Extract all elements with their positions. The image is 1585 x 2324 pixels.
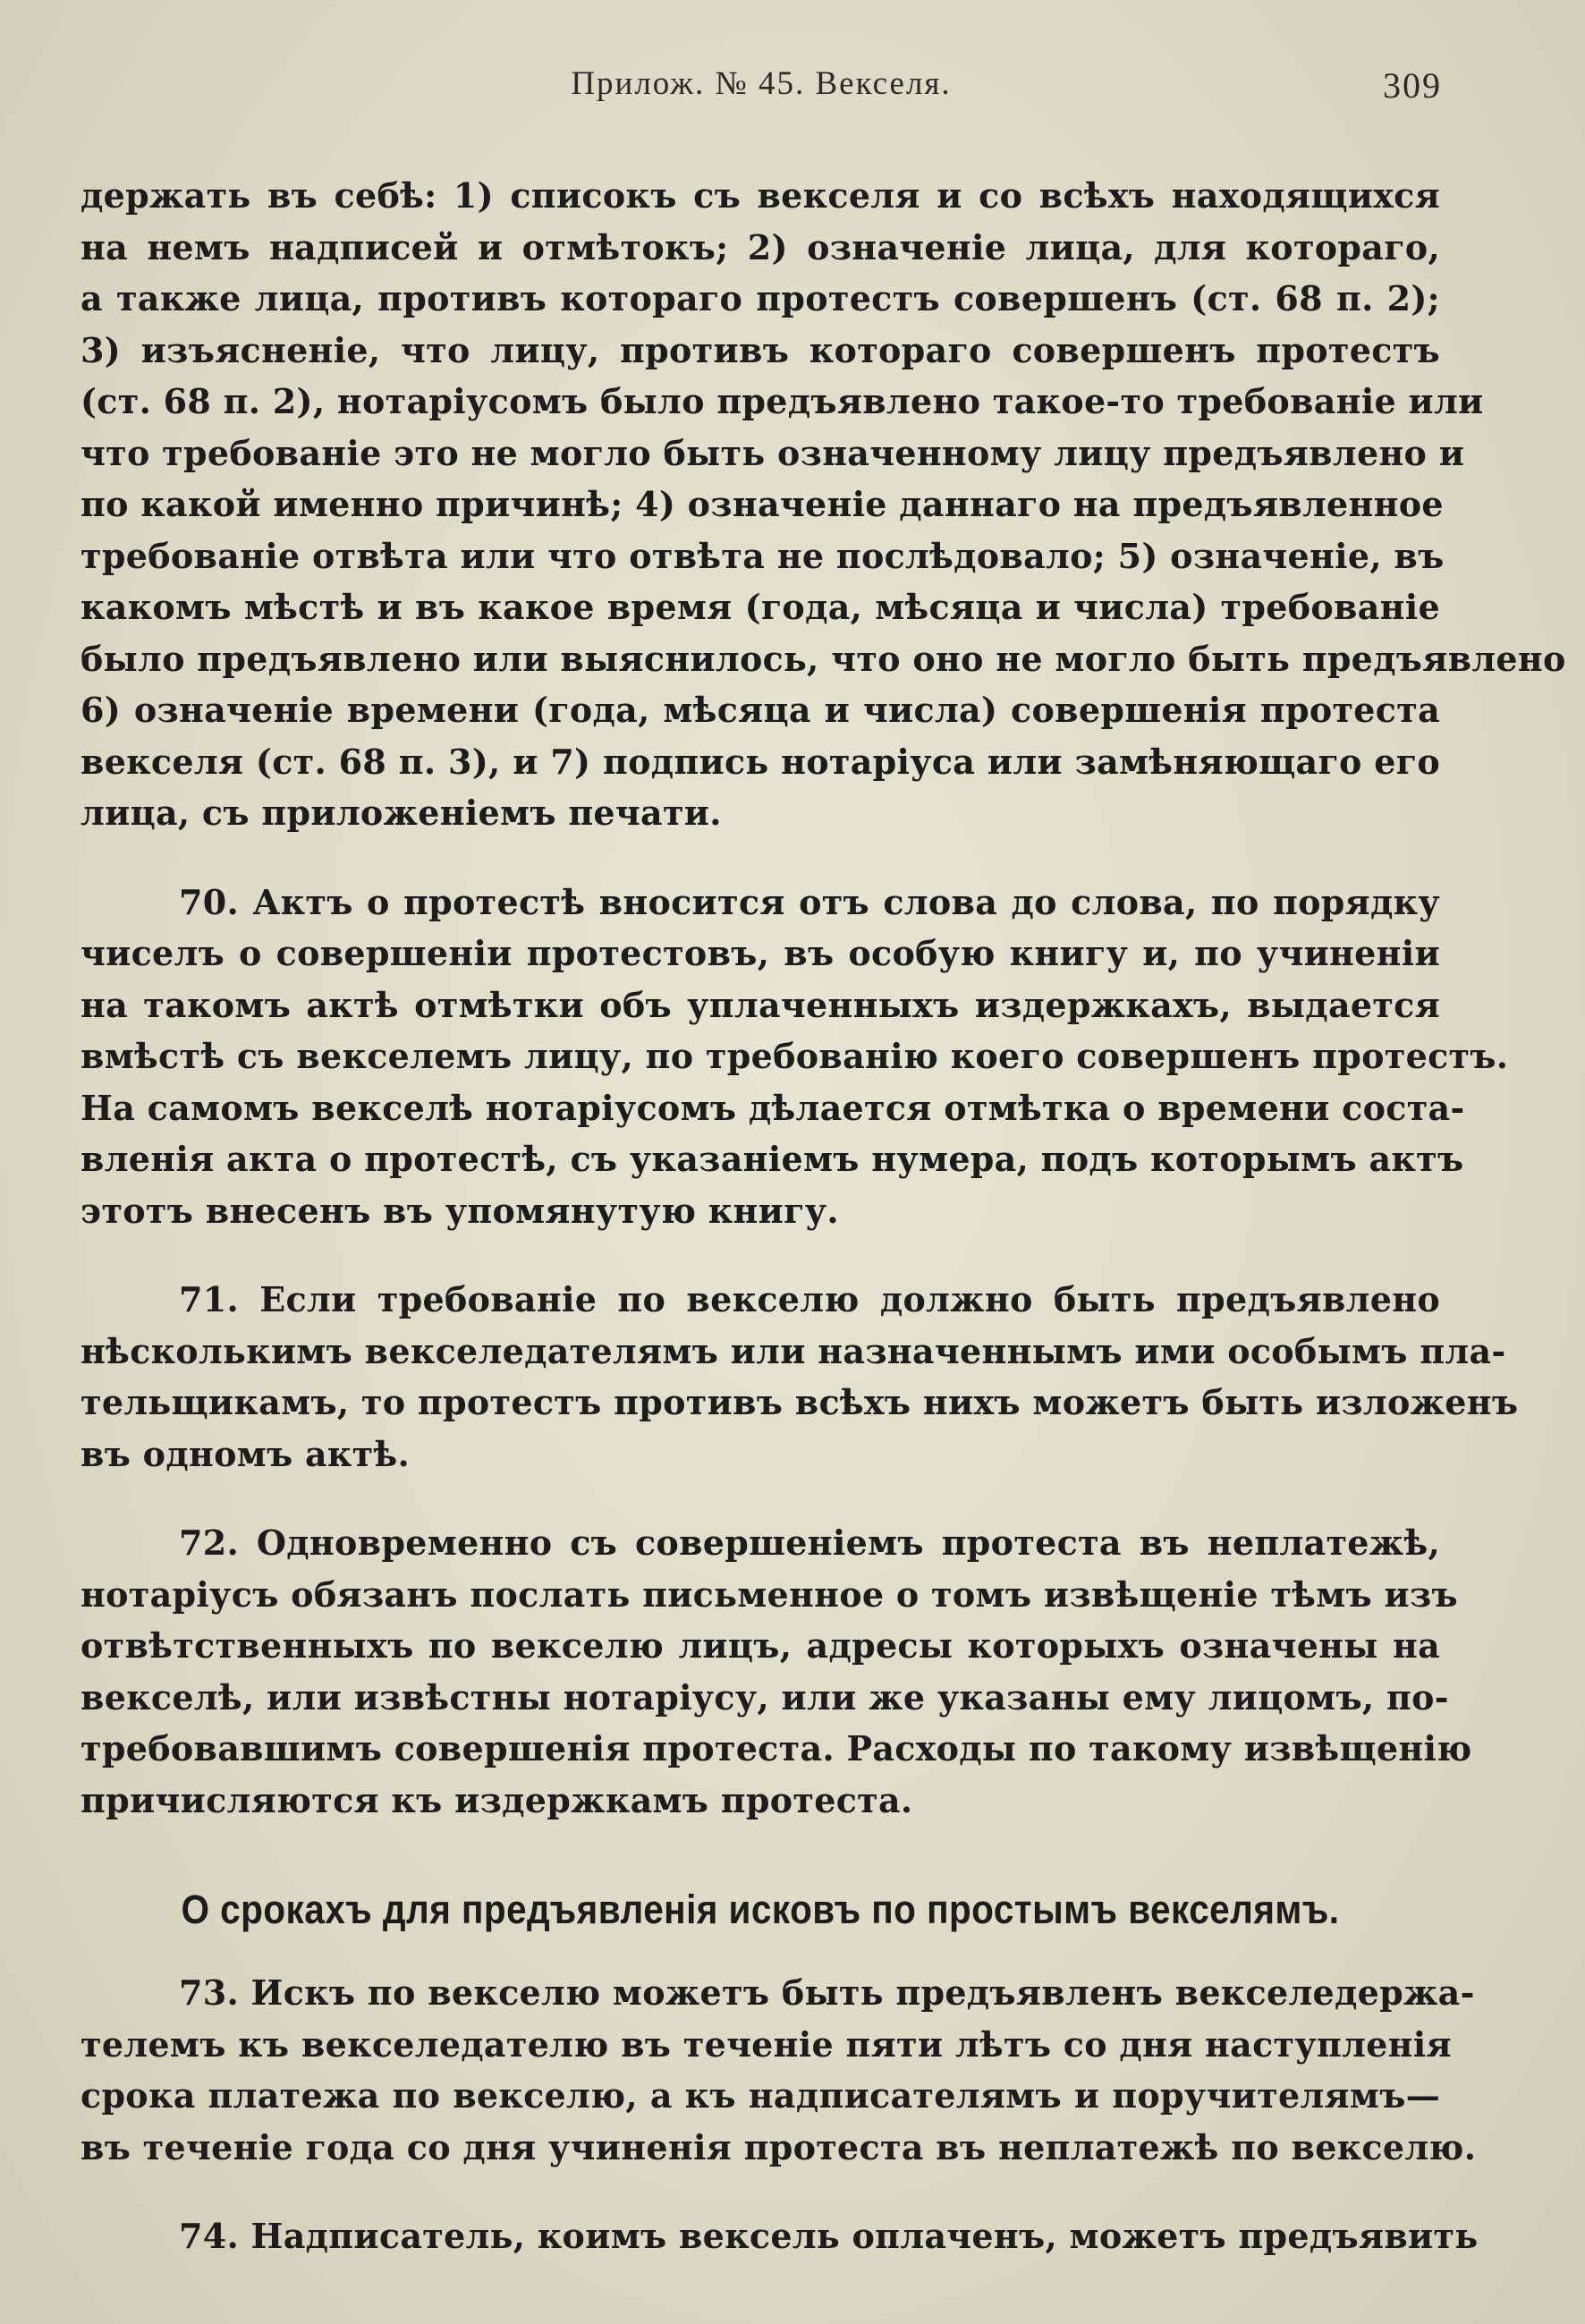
text-line: 3) изъясненіе, что лицу, противъ котораго совершенъ протестъ <box>81 329 1440 370</box>
text-line: чиселъ о совершеніи протестовъ, въ особую книгу и, по учиненіи <box>81 933 1440 973</box>
text-line: (ст. 68 п. 2), нотаріусомъ было предъявлено такое-то требованіе или <box>81 381 1484 421</box>
text-line: вленія акта о протестѣ, съ указаніемъ нумера, подъ которымъ актъ <box>81 1139 1464 1179</box>
paragraph-70 <box>81 877 1509 1237</box>
text-line: 72. Одновременно съ совершеніемъ протеста въ неплатежѣ, <box>179 1522 1440 1563</box>
text-line: на такомъ актѣ отмѣтки объ уплаченныхъ издержкахъ, выдается <box>81 984 1440 1025</box>
text-line: нѣсколькимъ векселедателямъ или назначеннымъ ими особымъ пла- <box>81 1330 1506 1371</box>
text-line: вмѣстѣ съ векселемъ лицу, по требованію коего совершенъ протестъ. <box>81 1036 1509 1076</box>
text-line: а также лица, противъ котораго протестъ совершенъ (ст. 68 п. 2); <box>81 278 1440 318</box>
text-line: На самомъ векселѣ нотаріусомъ дѣлается отмѣтка о времени соста- <box>81 1087 1465 1128</box>
text-line: на немъ надписей и отмѣтокъ; 2) означеніе лица, для котораго, <box>81 226 1440 267</box>
text-line: векселѣ, или извѣстны нотаріусу, или же указаны ему лицомъ, по- <box>81 1676 1449 1718</box>
paragraph-72 <box>81 1517 1472 1826</box>
section-heading: О срокахъ для предъявленія исковъ по простымъ векселямъ. <box>181 1887 1340 1932</box>
text-line: требовавшимъ совершенія протеста. Расходы по такому извѣщенію <box>81 1728 1472 1768</box>
text-line: отвѣтственныхъ по векселю лицъ, адресы которыхъ означены на <box>81 1625 1440 1666</box>
text-line: въ теченіе года со дня учиненія протеста въ неплатежѣ по векселю. <box>81 2126 1477 2167</box>
text-line: по какой именно причинѣ; 4) означеніе даннаго на предъявленное <box>81 484 1444 524</box>
paragraph-69-continuation <box>81 170 1566 839</box>
running-header <box>81 64 1442 118</box>
paragraph-74 <box>81 2210 1479 2262</box>
text-line: 73. Искъ по векселю можетъ быть предъявленъ векселедержа- <box>179 1972 1475 2013</box>
text-line: 74. Надписатель, коимъ вексель оплаченъ, можетъ предъявить <box>179 2216 1479 2256</box>
text-line: срока платежа по векселю, а къ надписателямъ и поручителямъ— <box>81 2075 1440 2116</box>
text-line: тельщикамъ, то протестъ противъ всѣхъ нихъ можетъ быть изложенъ <box>81 1382 1519 1422</box>
running-title: Прилож. № 45. Векселя. <box>571 65 952 102</box>
text-line: требованіе отвѣта или что отвѣта не послѣдовало; 5) означеніе, въ <box>81 535 1445 576</box>
text-line: въ одномъ актѣ. <box>81 1433 411 1474</box>
text-line: держать въ себѣ: 1) списокъ съ векселя и со всѣхъ находящихся <box>81 175 1440 216</box>
text-line: телемъ къ векселедателю въ теченіе пяти лѣтъ со дня наступленія <box>81 2023 1452 2065</box>
text-line: 71. Если требованіе по векселю должно быть предъявлено <box>179 1279 1440 1319</box>
text-line: причисляются къ издержкамъ протеста. <box>81 1779 913 1820</box>
text-line: что требованіе это не могло быть означенному лицу предъявлено и <box>81 432 1465 473</box>
text-line: лица, съ приложеніемъ печати. <box>81 793 722 833</box>
text-line: нотаріусъ обязанъ послать письменное о томъ извѣщеніе тѣмъ изъ <box>81 1573 1458 1615</box>
text-line: 6) означеніе времени (года, мѣсяца и числа) совершенія протеста <box>81 690 1440 730</box>
text-line: 70. Актъ о протестѣ вносится отъ слова до слова, по порядку <box>179 881 1440 922</box>
paragraph-71 <box>81 1274 1519 1480</box>
text-line: векселя (ст. 68 п. 3), и 7) подпись нотаріуса или замѣняющаго его <box>81 741 1440 782</box>
text-line: этотъ внесенъ въ упомянутую книгу. <box>81 1190 839 1231</box>
text-line: какомъ мѣстѣ и въ какое время (года, мѣсяца и числа) требованіе <box>81 587 1440 627</box>
text-line: было предъявлено или выяснилось, что оно не могло быть предъявлено <box>81 638 1566 679</box>
body-text <box>81 170 1566 2262</box>
page-number: 309 <box>1383 65 1442 106</box>
paragraph-73 <box>81 1967 1477 2173</box>
